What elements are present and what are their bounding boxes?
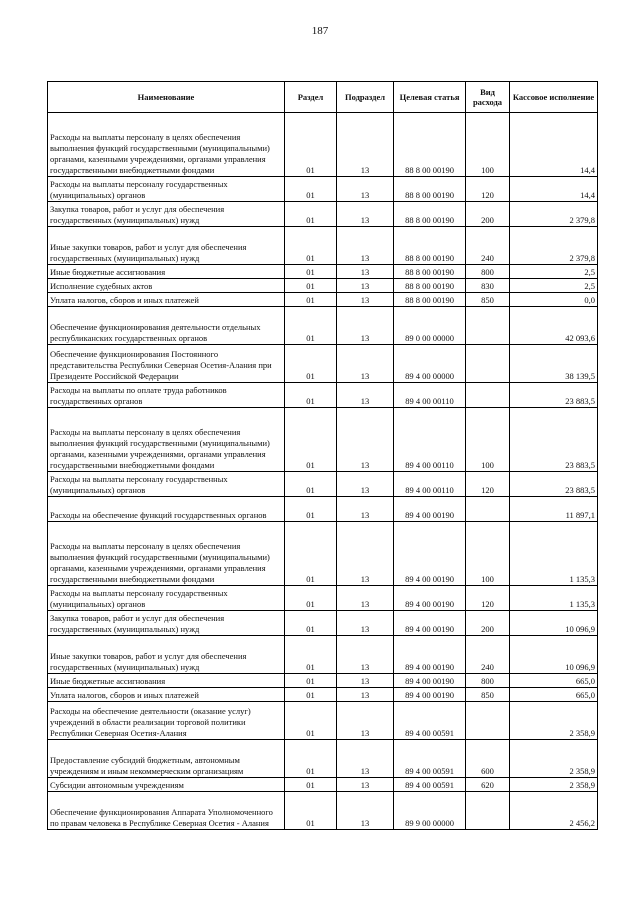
row-amount: 0,0 — [510, 293, 598, 307]
row-celevaya: 89 4 00 00190 — [394, 497, 466, 522]
row-podrazdel: 13 — [337, 792, 394, 830]
row-celevaya: 89 4 00 00190 — [394, 688, 466, 702]
row-name: Расходы на выплаты персоналу в целях обеспечения выполнения функций государственными (муниципальными) органами, казенными учреждениями, органами управления государственными внебюджетными фондами — [48, 113, 285, 177]
table-row — [48, 792, 598, 830]
table-row — [48, 227, 598, 265]
row-celevaya: 88 8 00 00190 — [394, 113, 466, 177]
row-vid: 200 — [466, 202, 510, 227]
table-row — [48, 702, 598, 740]
table-row — [48, 674, 598, 688]
row-amount: 2 379,8 — [510, 202, 598, 227]
table-row — [48, 778, 598, 792]
row-amount: 2 358,9 — [510, 740, 598, 778]
header-kassovoe: Кассовое исполнение — [510, 82, 598, 113]
row-name: Исполнение судебных актов — [48, 279, 285, 293]
row-razdel: 01 — [285, 740, 337, 778]
row-podrazdel: 13 — [337, 636, 394, 674]
row-podrazdel: 13 — [337, 202, 394, 227]
row-razdel: 01 — [285, 408, 337, 472]
row-celevaya: 89 4 00 00591 — [394, 740, 466, 778]
row-podrazdel: 13 — [337, 611, 394, 636]
row-amount: 10 096,9 — [510, 611, 598, 636]
row-name: Расходы на обеспечение деятельности (оказание услуг) учреждений в области реализации торговой политики Республики Северная Осетия-Алания — [48, 702, 285, 740]
row-podrazdel: 13 — [337, 345, 394, 383]
table-row — [48, 113, 598, 177]
row-razdel: 01 — [285, 345, 337, 383]
row-vid — [466, 307, 510, 345]
row-podrazdel: 13 — [337, 177, 394, 202]
row-celevaya: 89 4 00 00591 — [394, 702, 466, 740]
row-razdel: 01 — [285, 702, 337, 740]
row-celevaya: 89 4 00 00190 — [394, 611, 466, 636]
row-podrazdel: 13 — [337, 778, 394, 792]
row-name: Расходы на выплаты персоналу государственных (муниципальных) органов — [48, 177, 285, 202]
row-amount: 665,0 — [510, 674, 598, 688]
row-podrazdel: 13 — [337, 227, 394, 265]
row-razdel: 01 — [285, 177, 337, 202]
row-razdel: 01 — [285, 792, 337, 830]
row-vid: 100 — [466, 522, 510, 586]
row-podrazdel: 13 — [337, 383, 394, 408]
table-row — [48, 611, 598, 636]
row-razdel: 01 — [285, 279, 337, 293]
row-celevaya: 89 4 00 00190 — [394, 586, 466, 611]
row-name: Расходы на выплаты персоналу в целях обеспечения выполнения функций государственными (муниципальными) органами, казенными учреждениями, органами управления государственными внебюджетными фондами — [48, 408, 285, 472]
row-celevaya: 88 8 00 00190 — [394, 265, 466, 279]
row-podrazdel: 13 — [337, 307, 394, 345]
row-razdel: 01 — [285, 307, 337, 345]
row-celevaya: 89 9 00 00000 — [394, 792, 466, 830]
table-row — [48, 307, 598, 345]
row-name: Субсидии автономным учреждениям — [48, 778, 285, 792]
row-podrazdel: 13 — [337, 472, 394, 497]
table-row — [48, 177, 598, 202]
row-name: Расходы на выплаты по оплате труда работников государственных органов — [48, 383, 285, 408]
row-podrazdel: 13 — [337, 279, 394, 293]
row-podrazdel: 13 — [337, 522, 394, 586]
row-celevaya: 89 4 00 00000 — [394, 345, 466, 383]
row-razdel: 01 — [285, 778, 337, 792]
row-amount: 1 135,3 — [510, 522, 598, 586]
row-amount: 23 883,5 — [510, 472, 598, 497]
row-podrazdel: 13 — [337, 408, 394, 472]
header-name: Наименование — [48, 82, 285, 113]
row-celevaya: 89 4 00 00110 — [394, 383, 466, 408]
row-vid: 850 — [466, 293, 510, 307]
row-celevaya: 88 8 00 00190 — [394, 293, 466, 307]
row-podrazdel: 13 — [337, 293, 394, 307]
table-row — [48, 265, 598, 279]
table-row — [48, 472, 598, 497]
row-amount: 2 358,9 — [510, 702, 598, 740]
row-name: Закупка товаров, работ и услуг для обеспечения государственных (муниципальных) нужд — [48, 202, 285, 227]
row-amount: 2 456,2 — [510, 792, 598, 830]
row-name: Обеспечение функционирования деятельности отдельных республиканских государственных органов — [48, 307, 285, 345]
row-vid — [466, 345, 510, 383]
row-amount: 10 096,9 — [510, 636, 598, 674]
row-vid: 600 — [466, 740, 510, 778]
row-name: Предоставление субсидий бюджетным, автономным учреждениям и иным некоммерческим организациям — [48, 740, 285, 778]
row-vid: 850 — [466, 688, 510, 702]
row-amount: 23 883,5 — [510, 383, 598, 408]
row-vid — [466, 792, 510, 830]
row-name: Обеспечение функционирования Аппарата Уполномоченного по правам человека в Республике Северная Осетия - Алания — [48, 792, 285, 830]
row-razdel: 01 — [285, 636, 337, 674]
row-podrazdel: 13 — [337, 688, 394, 702]
row-name: Обеспечение функционирования Постоянного представительства Республики Северная Осетия-Алания при Президенте Российской Федерации — [48, 345, 285, 383]
row-razdel: 01 — [285, 611, 337, 636]
row-podrazdel: 13 — [337, 586, 394, 611]
row-podrazdel: 13 — [337, 702, 394, 740]
row-vid: 200 — [466, 611, 510, 636]
row-razdel: 01 — [285, 265, 337, 279]
row-razdel: 01 — [285, 497, 337, 522]
row-amount: 42 093,6 — [510, 307, 598, 345]
row-vid: 620 — [466, 778, 510, 792]
header-vid: Вид расхода — [466, 82, 510, 113]
row-celevaya: 89 4 00 00591 — [394, 778, 466, 792]
table-row — [48, 740, 598, 778]
row-amount: 2 379,8 — [510, 227, 598, 265]
row-vid: 100 — [466, 408, 510, 472]
row-vid — [466, 383, 510, 408]
row-name: Расходы на выплаты персоналу государственных (муниципальных) органов — [48, 472, 285, 497]
table-row — [48, 522, 598, 586]
row-razdel: 01 — [285, 202, 337, 227]
row-vid — [466, 702, 510, 740]
row-vid: 800 — [466, 674, 510, 688]
row-vid: 240 — [466, 227, 510, 265]
row-razdel: 01 — [285, 586, 337, 611]
table-row — [48, 383, 598, 408]
row-vid: 800 — [466, 265, 510, 279]
row-podrazdel: 13 — [337, 113, 394, 177]
table-row — [48, 636, 598, 674]
table-row — [48, 688, 598, 702]
row-name: Закупка товаров, работ и услуг для обеспечения государственных (муниципальных) нужд — [48, 611, 285, 636]
row-name: Расходы на выплаты персоналу государственных (муниципальных) органов — [48, 586, 285, 611]
row-name: Уплата налогов, сборов и иных платежей — [48, 688, 285, 702]
row-vid: 120 — [466, 177, 510, 202]
row-razdel: 01 — [285, 688, 337, 702]
header-razdel: Раздел — [285, 82, 337, 113]
row-vid: 240 — [466, 636, 510, 674]
row-celevaya: 89 4 00 00190 — [394, 674, 466, 688]
header-celevaya: Целевая статья — [394, 82, 466, 113]
table-row — [48, 279, 598, 293]
row-celevaya: 88 8 00 00190 — [394, 177, 466, 202]
row-amount: 38 139,5 — [510, 345, 598, 383]
row-podrazdel: 13 — [337, 740, 394, 778]
table-row — [48, 586, 598, 611]
row-name: Иные закупки товаров, работ и услуг для обеспечения государственных (муниципальных) нужд — [48, 227, 285, 265]
table-row — [48, 497, 598, 522]
row-razdel: 01 — [285, 227, 337, 265]
table-header-row — [48, 82, 598, 113]
row-name: Иные закупки товаров, работ и услуг для обеспечения государственных (муниципальных) нужд — [48, 636, 285, 674]
row-vid — [466, 497, 510, 522]
row-celevaya: 88 8 00 00190 — [394, 227, 466, 265]
table-row — [48, 408, 598, 472]
row-amount: 14,4 — [510, 177, 598, 202]
row-razdel: 01 — [285, 522, 337, 586]
row-amount: 14,4 — [510, 113, 598, 177]
row-amount: 11 897,1 — [510, 497, 598, 522]
row-vid: 120 — [466, 586, 510, 611]
row-razdel: 01 — [285, 674, 337, 688]
row-celevaya: 89 4 00 00110 — [394, 408, 466, 472]
row-vid: 100 — [466, 113, 510, 177]
row-name: Расходы на выплаты персоналу в целях обеспечения выполнения функций государственными (муниципальными) органами, казенными учреждениями, органами управления государственными внебюджетными фондами — [48, 522, 285, 586]
row-name: Иные бюджетные ассигнования — [48, 265, 285, 279]
row-amount: 2,5 — [510, 279, 598, 293]
row-razdel: 01 — [285, 113, 337, 177]
row-vid: 120 — [466, 472, 510, 497]
row-amount: 1 135,3 — [510, 586, 598, 611]
row-celevaya: 89 4 00 00110 — [394, 472, 466, 497]
row-podrazdel: 13 — [337, 265, 394, 279]
row-celevaya: 89 4 00 00190 — [394, 522, 466, 586]
row-razdel: 01 — [285, 383, 337, 408]
row-celevaya: 88 8 00 00190 — [394, 202, 466, 227]
row-razdel: 01 — [285, 293, 337, 307]
row-podrazdel: 13 — [337, 674, 394, 688]
row-name: Иные бюджетные ассигнования — [48, 674, 285, 688]
row-name: Уплата налогов, сборов и иных платежей — [48, 293, 285, 307]
row-podrazdel: 13 — [337, 497, 394, 522]
table-row — [48, 345, 598, 383]
table-row — [48, 202, 598, 227]
row-vid: 830 — [466, 279, 510, 293]
page-number: 187 — [311, 25, 329, 37]
row-amount: 2,5 — [510, 265, 598, 279]
row-celevaya: 88 8 00 00190 — [394, 279, 466, 293]
row-razdel: 01 — [285, 472, 337, 497]
budget-table — [47, 81, 598, 830]
table-row — [48, 293, 598, 307]
row-celevaya: 89 4 00 00190 — [394, 636, 466, 674]
header-podrazdel: Подраздел — [337, 82, 394, 113]
row-amount: 23 883,5 — [510, 408, 598, 472]
row-amount: 665,0 — [510, 688, 598, 702]
row-name: Расходы на обеспечение функций государственных органов — [48, 497, 285, 522]
row-celevaya: 89 0 00 00000 — [394, 307, 466, 345]
row-amount: 2 358,9 — [510, 778, 598, 792]
